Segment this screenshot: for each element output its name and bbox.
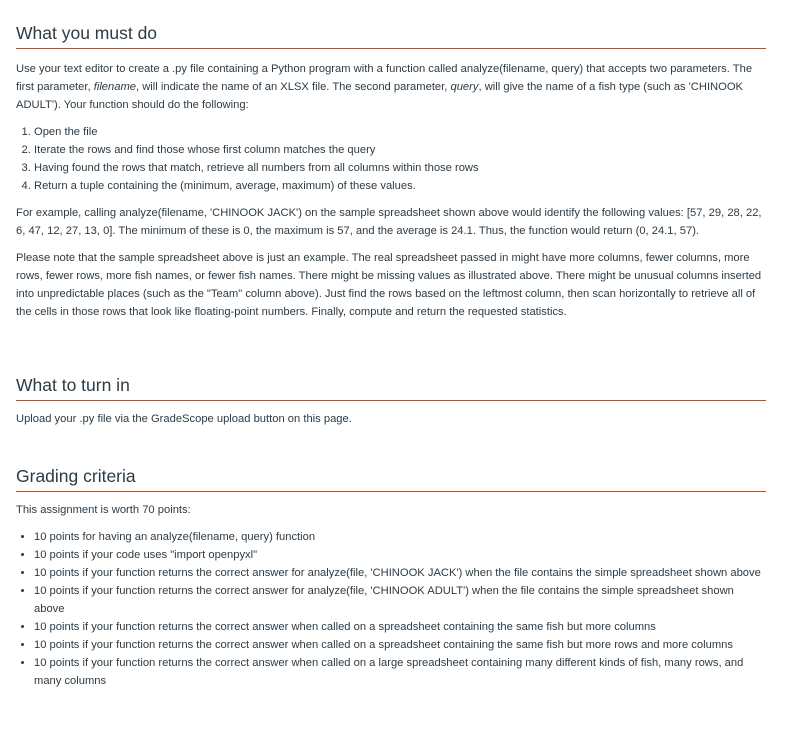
turn-in-section (16, 374, 766, 428)
criteria-item: • 10 points if your function returns the correct answer when called on a large spreadsheet containing many different kinds of fish, many rows, and many columns (34, 654, 766, 690)
criteria-item: • 10 points if your code uses "import openpyxl" (34, 546, 766, 564)
must-do-intro (16, 60, 766, 114)
intro-text-1: Use your text editor to create a .py file containing a Python program with a function called analyze(filename, query) that accepts two parameters. The first parameter, (16, 63, 753, 93)
grading-section (16, 465, 766, 690)
example-paragraph: For example, calling analyze(filename, 'CHINOOK JACK') on the sample spreadsheet shown above would identify the following values: [57, 29, 28, 22, 6, 47, 12, 27, 13, 0]. The minimum of these is 0, the maximum is 57, and the average is 24.1. Thus, the function would return (0, 24.1, 57). (16, 207, 762, 237)
turn-in-text: Upload your .py file via the GradeScope upload button on this page. (16, 413, 352, 425)
criteria-item: • 10 points if your function returns the correct answer for analyze(file, 'CHINOOK ADULT') when the file contains the simple spreadsheet shown above (34, 582, 766, 618)
note-paragraph: Please note that the sample spreadsheet above is just an example. The real spreadsheet passed in might have more columns, fewer columns, more rows, fewer rows, more fish names, or fewer fish names. There might be missing values as illustrated above. There might be unusual columns inserted into unpredictable places (such as the "Team" column above). Just find the rows based on the leftmost column, then scan horizontally to retrieve all of the cells in those rows that look like floating-point numbers. Finally, compute and return the requested statistics. (16, 252, 762, 318)
turn-in-heading: What to turn in (16, 374, 766, 401)
must-do-heading: What you must do (16, 22, 766, 49)
intro-text-2: , will indicate the name of an XLSX file. The second parameter, (136, 81, 451, 93)
criteria-item: • 10 points if your function returns the correct answer when called on a spreadsheet containing the same fish but more columns (34, 618, 766, 636)
grading-heading: Grading criteria (16, 465, 766, 492)
step-item: 1. Open the file (34, 123, 766, 141)
step-item: 4. Return a tuple containing the (minimum, average, maximum) of these values. (34, 177, 766, 195)
criteria-list (16, 528, 766, 690)
must-do-section (16, 22, 766, 321)
criteria-item: • 10 points for having an analyze(filename, query) function (34, 528, 766, 546)
intro-text-3: , will give the name of a fish type (such as 'CHINOOK ADULT'). Your function should do the following: (16, 81, 744, 111)
criteria-item: • 10 points if your function returns the correct answer for analyze(file, 'CHINOOK JACK') when the file contains the simple spreadsheet shown above (34, 564, 766, 582)
steps-list (16, 123, 766, 195)
step-item: 3. Having found the rows that match, retrieve all numbers from all columns within those rows (34, 159, 766, 177)
grading-intro: This assignment is worth 70 points: (16, 504, 191, 516)
intro-filename: filename (93, 81, 137, 93)
step-item: 2. Iterate the rows and find those whose first column matches the query (34, 141, 766, 159)
criteria-item: • 10 points if your function returns the correct answer when called on a spreadsheet containing the same fish but more rows and more columns (34, 636, 766, 654)
intro-query: query (450, 81, 479, 93)
